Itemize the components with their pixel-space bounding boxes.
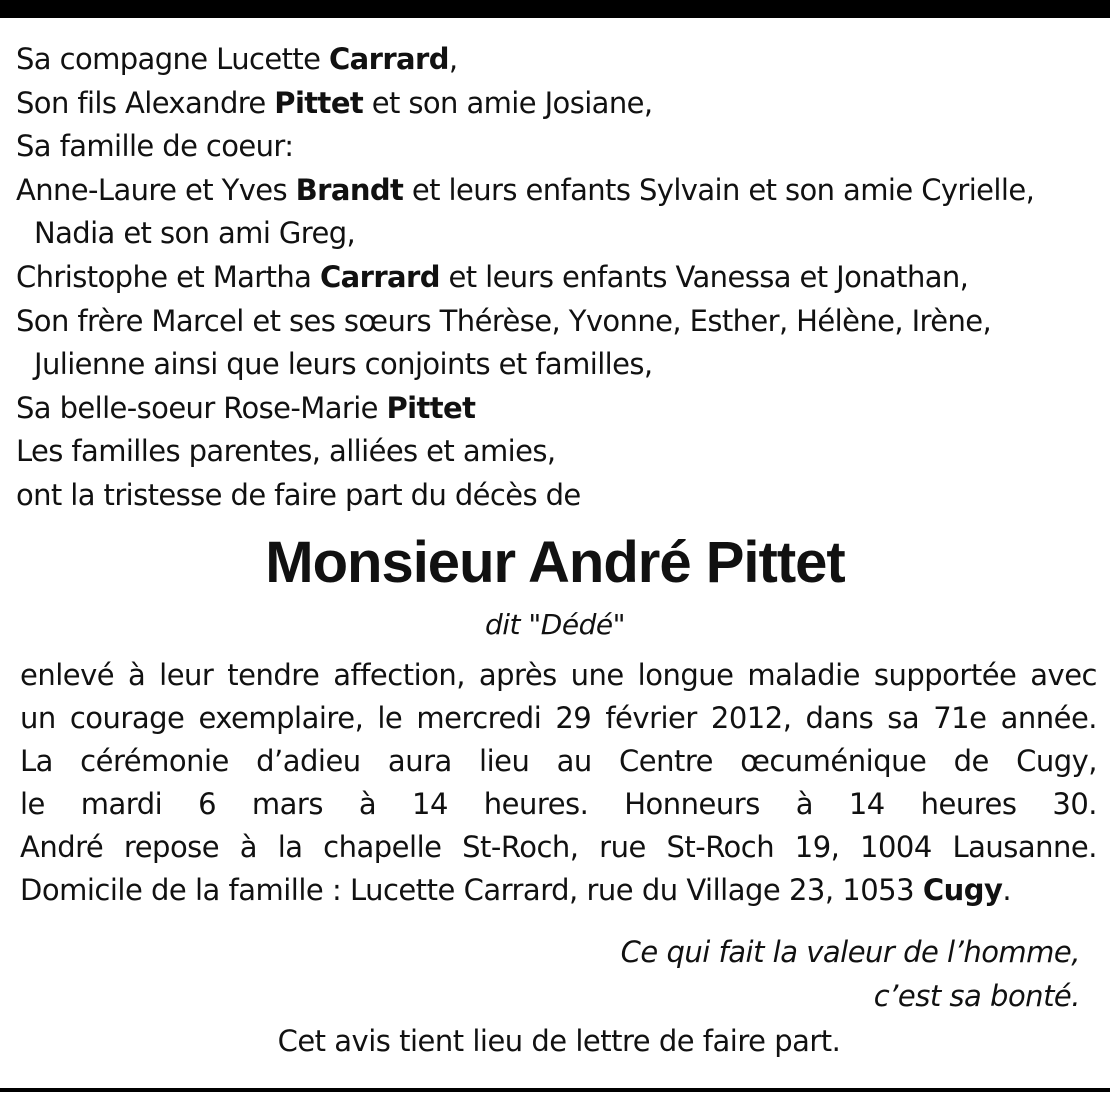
mourner-text: Son frère Marcel et ses sœurs Thérèse, Yvonne, Esther, Hélène, Irène,: [16, 303, 992, 338]
body-text-span: Domicile de la famille : Lucette Carrard, rue du Village 23, 1053: [20, 873, 923, 907]
bottom-rule: [0, 1088, 1110, 1092]
quote-line-1: Ce qui fait la valeur de l’homme,: [620, 935, 1080, 969]
mourners-list: [16, 38, 1101, 518]
mourner-text: Anne-Laure et Yves: [16, 172, 296, 207]
mourner-line: [16, 82, 1101, 126]
mourner-line: [16, 430, 1101, 474]
body-text-span: le mardi 6 mars à 14 heures. Honneurs à 14 heures 30.: [20, 787, 1097, 821]
quote: [621, 930, 1080, 1018]
mourner-text: Julienne ainsi que leurs conjoints et familles,: [34, 347, 653, 382]
mourner-text: Son fils Alexandre: [16, 85, 275, 120]
mourner-text: Christophe et Martha: [16, 259, 320, 294]
mourner-line: [16, 38, 1101, 82]
bold-surname: Cugy: [922, 873, 1003, 907]
deceased-name: Monsieur André Pittet: [265, 530, 845, 595]
mourner-line: [16, 125, 1101, 169]
mourner-line: [16, 343, 1101, 387]
mourner-line: [16, 300, 1101, 344]
bold-surname: Pittet: [386, 390, 476, 425]
nickname: dit "Dédé": [485, 608, 625, 641]
body-line: [20, 783, 1097, 826]
mourner-line: [16, 387, 1101, 431]
body-text-span: .: [1002, 873, 1012, 907]
body-text-span: enlevé à leur tendre affection, après une longue maladie supportée avec: [20, 658, 1097, 692]
body-line: [20, 697, 1097, 740]
top-rule: [0, 0, 1110, 18]
mourner-line: [16, 256, 1101, 300]
mourner-text: ,: [448, 42, 458, 76]
body-text-span: André repose à la chapelle St-Roch, rue St-Roch 19, 1004 Lausanne.: [20, 830, 1097, 864]
announcement-body: [20, 654, 1097, 912]
mourner-line: [16, 474, 1101, 518]
body-line: [20, 869, 1097, 912]
mourner-text: Sa compagne Lucette: [16, 42, 329, 76]
mourner-text: Sa famille de coeur:: [16, 129, 294, 164]
closing-note: Cet avis tient lieu de lettre de faire part.: [277, 1024, 841, 1058]
bold-surname: Carrard: [328, 42, 449, 76]
mourner-text: Sa belle-soeur Rose-Marie: [16, 390, 387, 425]
body-text-span: un courage exemplaire, le mercredi 29 février 2012, dans sa 71e année.: [20, 701, 1097, 735]
bold-surname: Brandt: [295, 172, 404, 207]
quote-line-2: c’est sa bonté.: [873, 979, 1080, 1013]
mourner-text: et son amie Josiane,: [363, 85, 653, 120]
body-line: [20, 740, 1097, 783]
mourner-text: Nadia et son ami Greg,: [34, 216, 356, 251]
mourner-text: Les familles parentes, alliées et amies,: [16, 434, 556, 469]
mourner-text: et leurs enfants Sylvain et son amie Cyrielle,: [403, 172, 1035, 207]
mourner-text: ont la tristesse de faire part du décès de: [16, 477, 581, 512]
mourner-line: [16, 212, 1101, 256]
mourner-text: et leurs enfants Vanessa et Jonathan,: [439, 259, 969, 294]
bold-surname: Pittet: [274, 85, 364, 120]
bold-surname: Carrard: [319, 259, 440, 294]
mourner-line: [16, 169, 1101, 213]
body-text-span: La cérémonie d’adieu aura lieu au Centre œcuménique de Cugy,: [20, 744, 1097, 778]
body-line: [20, 654, 1097, 697]
body-line: [20, 826, 1097, 869]
